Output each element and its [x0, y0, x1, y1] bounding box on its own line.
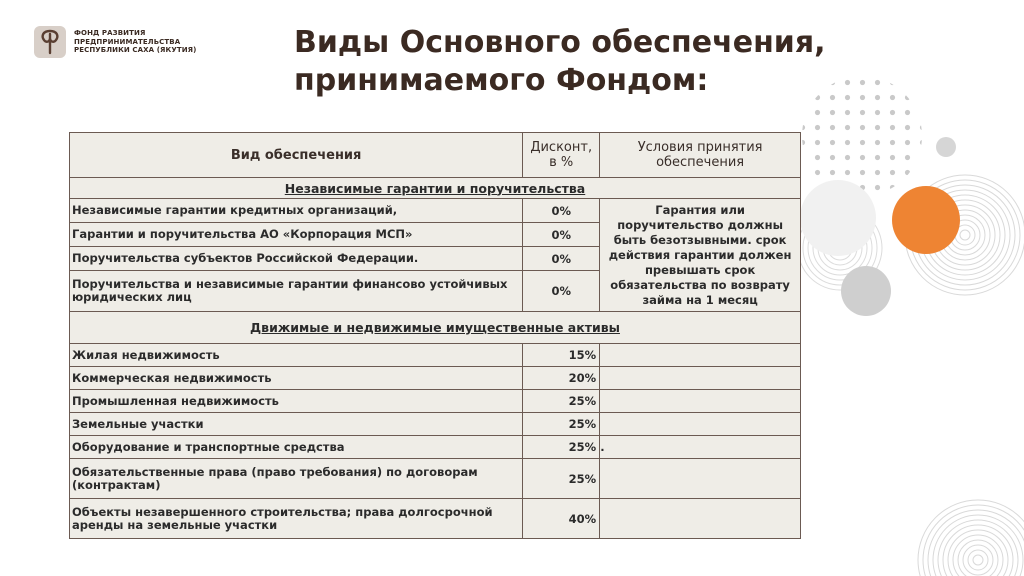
- row-discount: 25%: [523, 413, 600, 436]
- row-discount: 15%: [523, 344, 600, 367]
- section-title-guarantees: Независимые гарантии и поручительства: [70, 178, 801, 199]
- logo-line-2: ПРЕДПРИНИМАТЕЛЬСТВА: [74, 37, 181, 46]
- section-row: [70, 178, 801, 199]
- header-conditions-line-1: Условия принятия: [637, 140, 763, 155]
- logo-line-3: РЕСПУБЛИКИ САХА (ЯКУТИЯ): [74, 46, 197, 55]
- table-header-row: [70, 133, 801, 178]
- header-discount: [523, 133, 600, 178]
- ring-circle-right: [905, 175, 1024, 295]
- row-name: Коммерческая недвижимость: [70, 367, 523, 390]
- ring-circle-bottom: [918, 500, 1024, 576]
- row-discount: 25%: [523, 436, 600, 459]
- header-conditions-line-2: обеспечения: [656, 155, 745, 170]
- header-type: Вид обеспечения: [70, 133, 523, 178]
- collateral-table: [69, 132, 801, 539]
- orange-circle: [892, 186, 960, 254]
- row-discount: 25%: [523, 459, 600, 499]
- stray-mark: .: [600, 440, 605, 454]
- row-name: Гарантии и поручительства АО «Корпорация МСП»: [70, 223, 523, 247]
- table-row: [70, 344, 801, 367]
- row-conditions: [600, 436, 801, 459]
- row-discount: 0%: [523, 199, 600, 223]
- header-discount-line-2: в %: [549, 155, 574, 170]
- fund-logo-icon: [34, 26, 66, 58]
- guarantee-conditions: Гарантия или поручительство должны быть безотзывными. срок действия гарантии должен превышать срок обязательства по возврату займа на 1 месяц: [600, 199, 801, 312]
- row-discount: 40%: [523, 499, 600, 539]
- section-title-assets: Движимые и недвижимые имущественные активы: [70, 312, 801, 344]
- row-name: Обязательственные права (право требования) по договорам (контрактам): [70, 459, 523, 499]
- ring-circle-left: [798, 206, 882, 290]
- logo-line-1: ФОНД РАЗВИТИЯ: [74, 29, 146, 37]
- row-name: Поручительства субъектов Российской Федерации.: [70, 247, 523, 271]
- fund-logo: [34, 26, 234, 62]
- title-line-1: Виды Основного обеспечения,: [294, 25, 826, 60]
- row-conditions: [600, 390, 801, 413]
- row-name: Независимые гарантии кредитных организаций,: [70, 199, 523, 223]
- gray-circle: [841, 266, 891, 316]
- row-name: Объекты незавершенного строительства; права долгосрочной аренды на земельные участки: [70, 499, 523, 539]
- header-conditions: [600, 133, 801, 178]
- table-row: [70, 459, 801, 499]
- table-row: [70, 413, 801, 436]
- table-row: [70, 367, 801, 390]
- title-line-2: принимаемого Фондом:: [294, 63, 709, 98]
- row-conditions: [600, 413, 801, 436]
- logo-text: [74, 29, 196, 55]
- row-name: Промышленная недвижимость: [70, 390, 523, 413]
- section-row: [70, 312, 801, 344]
- row-discount: 0%: [523, 247, 600, 271]
- row-discount: 0%: [523, 271, 600, 312]
- table-row: [70, 499, 801, 539]
- row-conditions: [600, 367, 801, 390]
- page-title: [294, 24, 825, 100]
- light-gray-circle: [800, 180, 876, 256]
- table-row: [70, 436, 801, 459]
- table-row: [70, 390, 801, 413]
- row-discount: 20%: [523, 367, 600, 390]
- row-name: Земельные участки: [70, 413, 523, 436]
- row-conditions: [600, 344, 801, 367]
- row-discount: 0%: [523, 223, 600, 247]
- row-conditions: [600, 499, 801, 539]
- row-name: Поручительства и независимые гарантии финансово устойчивых юридических лиц: [70, 271, 523, 312]
- header-discount-line-1: Дисконт,: [530, 140, 593, 155]
- row-conditions: [600, 459, 801, 499]
- table-row: [70, 199, 801, 223]
- row-discount: 25%: [523, 390, 600, 413]
- row-name: Оборудование и транспортные средства: [70, 436, 523, 459]
- row-name: Жилая недвижимость: [70, 344, 523, 367]
- small-gray-circle: [936, 137, 956, 157]
